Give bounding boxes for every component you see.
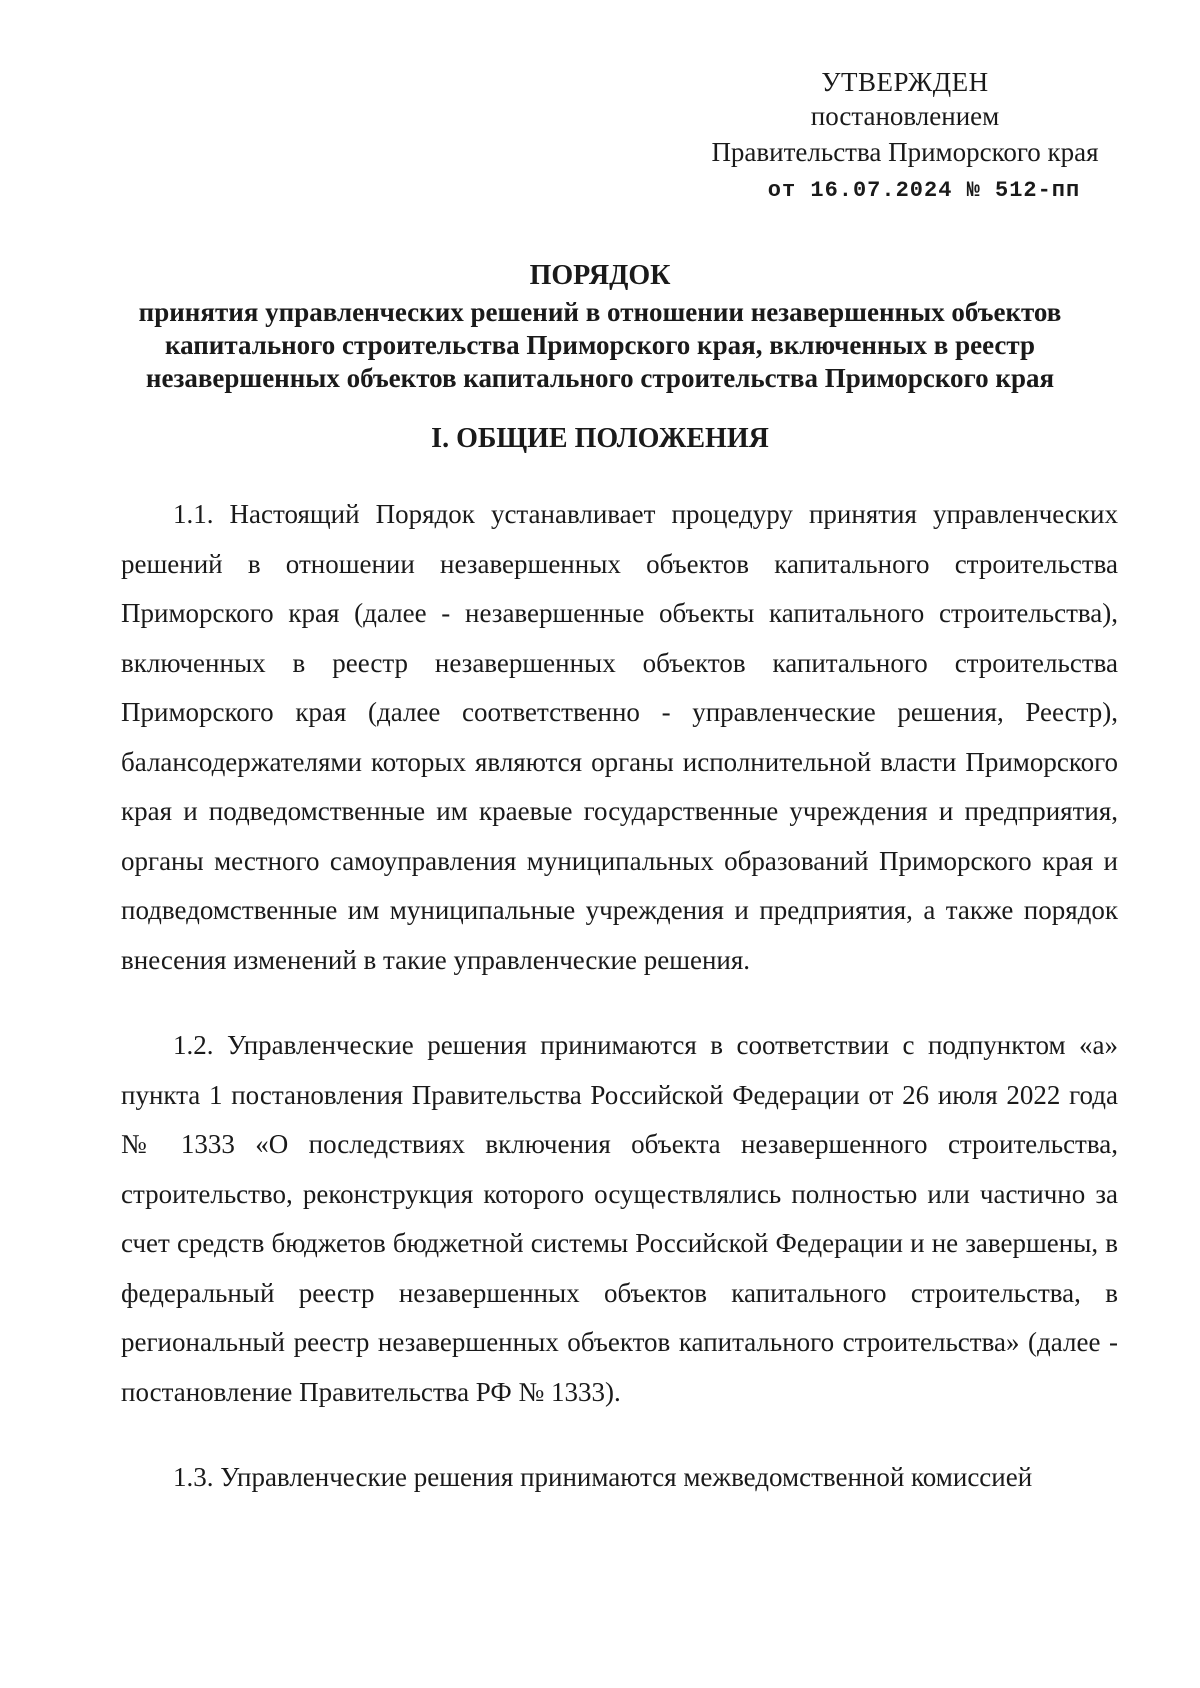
paragraph-1-2: 1.2. Управленческие решения принимаются в соответствии с подпунктом «а» пункта 1 постановления Правительства Российской Федерации от 26 июля 2022 года № 1333 «О последствиях включения объекта незавершенного строительства, строительство, реконструкция которого осуществлялись полностью или частично за счет средств бюджетов бюджетной системы Российской Федерации и не завершены, в федеральный реестр незавершенных объектов капитального строительства, в региональный реестр незавершенных объектов капитального строительства» (далее - постановление Правительства РФ № 1333).: [121, 1030, 1118, 1407]
approval-word: УТВЕРЖДЕН: [821, 67, 989, 97]
document-title: ПОРЯДОК: [529, 260, 671, 291]
paragraph-1-1: 1.1. Настоящий Порядок устанавливает процедуру принятия управленческих решений в отношении незавершенных объектов капитального строительства Приморского края (далее - незавершенные объекты капитального строительства), включенных в реестр незавершенных объектов капитального строительства Приморского края (далее соответственно - управленческие решения, Реестр), балансодержателями которых являются органы исполнительной власти Приморского края и подведомственные им краевые государственные учреждения и предприятия, органы местного самоуправления муниципальных образований Приморского края и подведомственные им муниципальные учреждения и предприятия, а также порядок внесения изменений в такие управленческие решения.: [121, 499, 1118, 975]
document-subtitle-line: незавершенных объектов капитального строительства Приморского края: [145, 363, 1055, 393]
approval-resolution-label: постановлением: [810, 101, 1000, 131]
document-body: [121, 490, 1118, 1503]
approval-authority: Правительства Приморского края: [711, 137, 1099, 167]
document-title-block: [80, 256, 1120, 395]
approval-block: [700, 66, 1110, 211]
paragraph-1-3: 1.3. Управленческие решения принимаются межведомственной комиссией: [173, 1462, 1033, 1492]
section-heading: I. ОБЩИЕ ПОЛОЖЕНИЯ: [431, 423, 769, 454]
document-subtitle-line: капитального строительства Приморского края, включенных в реестр: [164, 330, 1036, 360]
approval-date-number: от 16.07.2024 № 512-пп: [767, 178, 1081, 203]
document-subtitle-line: принятия управленческих решений в отношении незавершенных объектов: [138, 297, 1062, 327]
